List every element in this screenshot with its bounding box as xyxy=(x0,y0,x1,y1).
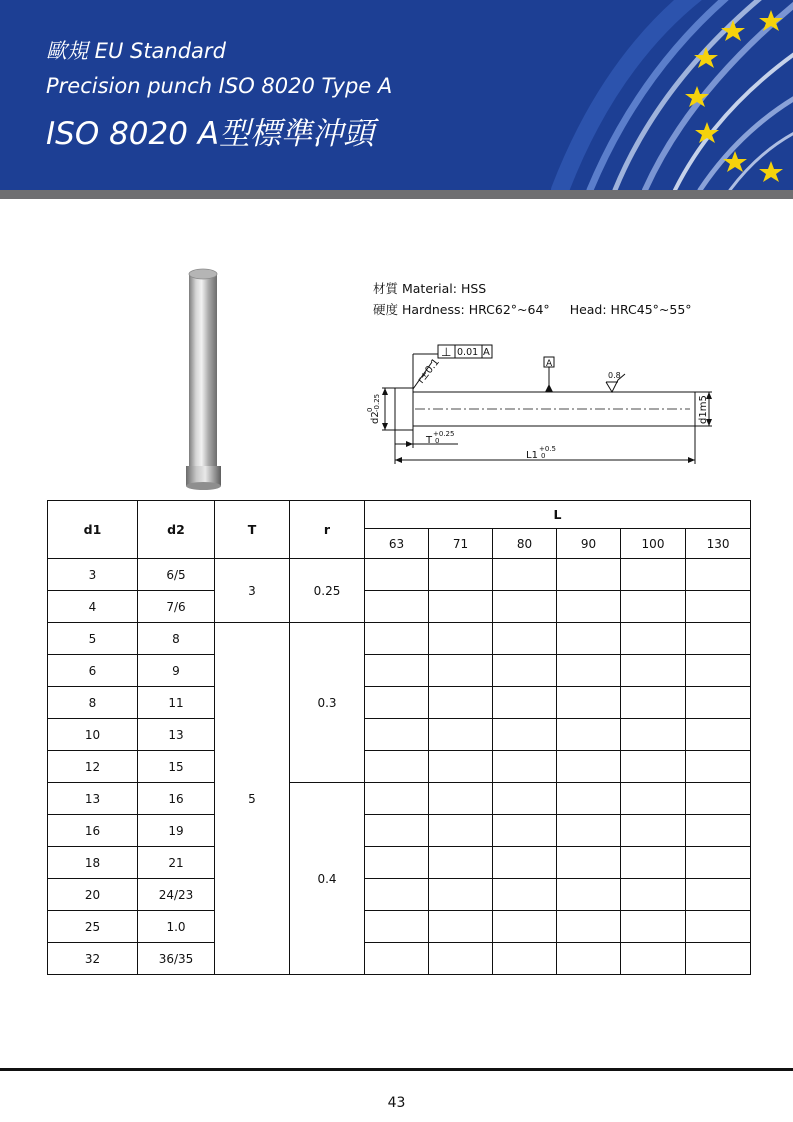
cell-l-empty xyxy=(429,559,493,591)
cell-l-empty xyxy=(621,783,686,815)
t-label: T xyxy=(426,435,433,446)
t-tol-upper: +0.25 xyxy=(433,430,455,438)
cell-l-empty xyxy=(686,879,751,911)
cell-l-empty xyxy=(493,559,557,591)
cell-l-empty xyxy=(493,719,557,751)
cell-l-empty xyxy=(365,815,429,847)
cell-d1: 18 xyxy=(48,847,138,879)
l-value-header: 90 xyxy=(557,529,621,559)
cell-l-empty xyxy=(557,751,621,783)
cell-l-empty xyxy=(493,623,557,655)
technical-drawing xyxy=(360,340,725,470)
cell-l-empty xyxy=(557,815,621,847)
table-row xyxy=(48,719,751,751)
cell-l-empty xyxy=(621,879,686,911)
cell-d1: 5 xyxy=(48,623,138,655)
l-value-header: 80 xyxy=(493,529,557,559)
cell-l-empty xyxy=(686,911,751,943)
footer-divider xyxy=(0,1068,793,1071)
cell-l-empty xyxy=(686,591,751,623)
l-value-header: 63 xyxy=(365,529,429,559)
cell-l-empty xyxy=(365,623,429,655)
hardness-spec xyxy=(373,300,692,318)
cell-l-empty xyxy=(429,879,493,911)
cell-l-empty xyxy=(557,655,621,687)
cell-d2: 7/6 xyxy=(138,591,215,623)
cell-l-empty xyxy=(621,847,686,879)
cell-l-empty xyxy=(429,943,493,975)
cell-d1: 20 xyxy=(48,879,138,911)
column-header-r: r xyxy=(290,501,365,559)
cell-l-empty xyxy=(493,687,557,719)
cell-l-empty xyxy=(557,719,621,751)
cell-l-empty xyxy=(365,751,429,783)
cell-d2: 21 xyxy=(138,847,215,879)
cell-d2: 13 xyxy=(138,719,215,751)
cell-l-empty xyxy=(557,847,621,879)
cell-t: 3 xyxy=(215,559,290,623)
l1-label: L1 xyxy=(526,450,538,461)
header-title-line2: Precision punch ISO 8020 Type A xyxy=(46,74,393,98)
table-row xyxy=(48,559,751,591)
cell-l-empty xyxy=(493,591,557,623)
cell-l-empty xyxy=(493,847,557,879)
table-row xyxy=(48,847,751,879)
cell-l-empty xyxy=(429,719,493,751)
cell-l-empty xyxy=(365,783,429,815)
cell-d2: 1.0 xyxy=(138,911,215,943)
cell-l-empty xyxy=(493,815,557,847)
cell-l-empty xyxy=(686,783,751,815)
table-row xyxy=(48,783,751,815)
l1-tol-upper: +0.5 xyxy=(539,445,556,453)
d1-label: d1m5 xyxy=(698,395,709,424)
page-number: 43 xyxy=(387,1095,406,1111)
roughness-value: 0.8 xyxy=(608,371,621,380)
cell-l-empty xyxy=(429,687,493,719)
radius-label: r±0.1 xyxy=(415,356,442,386)
cell-l-empty xyxy=(429,623,493,655)
cell-d2: 36/35 xyxy=(138,943,215,975)
d2-label: d2 xyxy=(370,411,381,424)
cell-l-empty xyxy=(686,719,751,751)
cell-l-empty xyxy=(621,591,686,623)
cell-l-empty xyxy=(621,655,686,687)
cell-l-empty xyxy=(686,751,751,783)
table-row xyxy=(48,655,751,687)
star-icons xyxy=(685,10,783,182)
cell-l-empty xyxy=(557,783,621,815)
cell-l-empty xyxy=(557,591,621,623)
star-icon xyxy=(694,47,718,68)
l-value-header: 71 xyxy=(429,529,493,559)
dimension-table xyxy=(47,500,751,975)
table-row xyxy=(48,943,751,975)
cell-l-empty xyxy=(365,655,429,687)
header-title-line1: 歐規 EU Standard xyxy=(46,39,226,63)
cell-d1: 3 xyxy=(48,559,138,591)
cell-l-empty xyxy=(429,911,493,943)
table-row xyxy=(48,687,751,719)
cell-l-empty xyxy=(429,591,493,623)
cell-l-empty xyxy=(557,943,621,975)
cell-l-empty xyxy=(365,591,429,623)
cell-l-empty xyxy=(621,911,686,943)
cell-l-empty xyxy=(557,623,621,655)
cell-r: 0.4 xyxy=(290,783,365,975)
table-row xyxy=(48,879,751,911)
datum-triangle xyxy=(545,384,553,392)
cell-d1: 32 xyxy=(48,943,138,975)
cell-d1: 16 xyxy=(48,815,138,847)
l1-tol-lower: 0 xyxy=(541,452,546,460)
cell-l-empty xyxy=(365,719,429,751)
cell-l-empty xyxy=(365,943,429,975)
cell-l-empty xyxy=(621,751,686,783)
cell-l-empty xyxy=(621,943,686,975)
cell-l-empty xyxy=(365,911,429,943)
perpendicularity-tolerance: 0.01 xyxy=(457,347,479,358)
cell-r: 0.25 xyxy=(290,559,365,623)
cell-d2: 9 xyxy=(138,655,215,687)
cell-d2: 15 xyxy=(138,751,215,783)
cell-l-empty xyxy=(493,783,557,815)
column-header-d2: d2 xyxy=(138,501,215,559)
cell-l-empty xyxy=(365,687,429,719)
table-row xyxy=(48,815,751,847)
cell-l-empty xyxy=(493,911,557,943)
cell-l-empty xyxy=(429,815,493,847)
cell-l-empty xyxy=(557,687,621,719)
perpendicularity-symbol: ⊥ xyxy=(441,345,452,359)
cell-l-empty xyxy=(429,847,493,879)
cell-l-empty xyxy=(621,559,686,591)
cell-d1: 6 xyxy=(48,655,138,687)
head-hardness-value: Head: HRC45°~55° xyxy=(569,302,692,317)
cell-l-empty xyxy=(621,815,686,847)
cell-r: 0.3 xyxy=(290,623,365,783)
header-title-line3: ISO 8020 A型標準沖頭 xyxy=(46,116,375,152)
header-divider xyxy=(0,190,793,199)
column-header-t: T xyxy=(215,501,290,559)
table-row xyxy=(48,623,751,655)
cell-l-empty xyxy=(557,879,621,911)
cell-d2: 6/5 xyxy=(138,559,215,591)
cell-l-empty xyxy=(621,719,686,751)
cell-l-empty xyxy=(365,879,429,911)
cell-d2: 24/23 xyxy=(138,879,215,911)
cell-l-empty xyxy=(557,911,621,943)
cell-d1: 13 xyxy=(48,783,138,815)
cell-d1: 8 xyxy=(48,687,138,719)
cell-d2: 16 xyxy=(138,783,215,815)
hardness-value: 硬度 Hardness: HRC62°~64° xyxy=(373,302,550,317)
cell-d2: 8 xyxy=(138,623,215,655)
cell-l-empty xyxy=(686,559,751,591)
cell-t: 5 xyxy=(215,623,290,975)
cell-l-empty xyxy=(365,559,429,591)
column-header-d1: d1 xyxy=(48,501,138,559)
cell-l-empty xyxy=(686,687,751,719)
cell-d1: 10 xyxy=(48,719,138,751)
cell-l-empty xyxy=(493,655,557,687)
l-value-header: 100 xyxy=(621,529,686,559)
d2-tol-lower: -0.25 xyxy=(373,393,381,412)
cell-l-empty xyxy=(686,847,751,879)
table-row xyxy=(48,911,751,943)
cell-l-empty xyxy=(493,751,557,783)
material-spec: 材質 Material: HSS xyxy=(373,281,487,296)
cell-l-empty xyxy=(686,815,751,847)
cell-l-empty xyxy=(493,879,557,911)
cell-d1: 4 xyxy=(48,591,138,623)
cell-l-empty xyxy=(365,847,429,879)
cell-l-empty xyxy=(686,623,751,655)
l-value-header: 130 xyxy=(686,529,751,559)
cell-l-empty xyxy=(686,943,751,975)
cell-l-empty xyxy=(621,687,686,719)
d2-tol-upper: 0 xyxy=(366,407,374,412)
cell-l-empty xyxy=(429,751,493,783)
cell-l-empty xyxy=(557,559,621,591)
cell-d1: 25 xyxy=(48,911,138,943)
table-row xyxy=(48,751,751,783)
cell-d2: 11 xyxy=(138,687,215,719)
cell-l-empty xyxy=(429,655,493,687)
header-banner xyxy=(0,0,793,190)
cell-l-empty xyxy=(686,655,751,687)
cell-l-empty xyxy=(621,623,686,655)
cell-l-empty xyxy=(429,783,493,815)
datum-reference: A xyxy=(483,347,490,358)
cell-d2: 19 xyxy=(138,815,215,847)
column-header-l: L xyxy=(365,501,751,529)
t-tol-lower: 0 xyxy=(435,437,440,445)
cell-l-empty xyxy=(493,943,557,975)
star-icon xyxy=(759,161,783,182)
punch-head-outline xyxy=(395,388,413,430)
datum-label: A xyxy=(546,359,553,369)
cell-d1: 12 xyxy=(48,751,138,783)
punch-photo xyxy=(170,268,240,496)
star-icon xyxy=(721,20,745,41)
table-row xyxy=(48,591,751,623)
